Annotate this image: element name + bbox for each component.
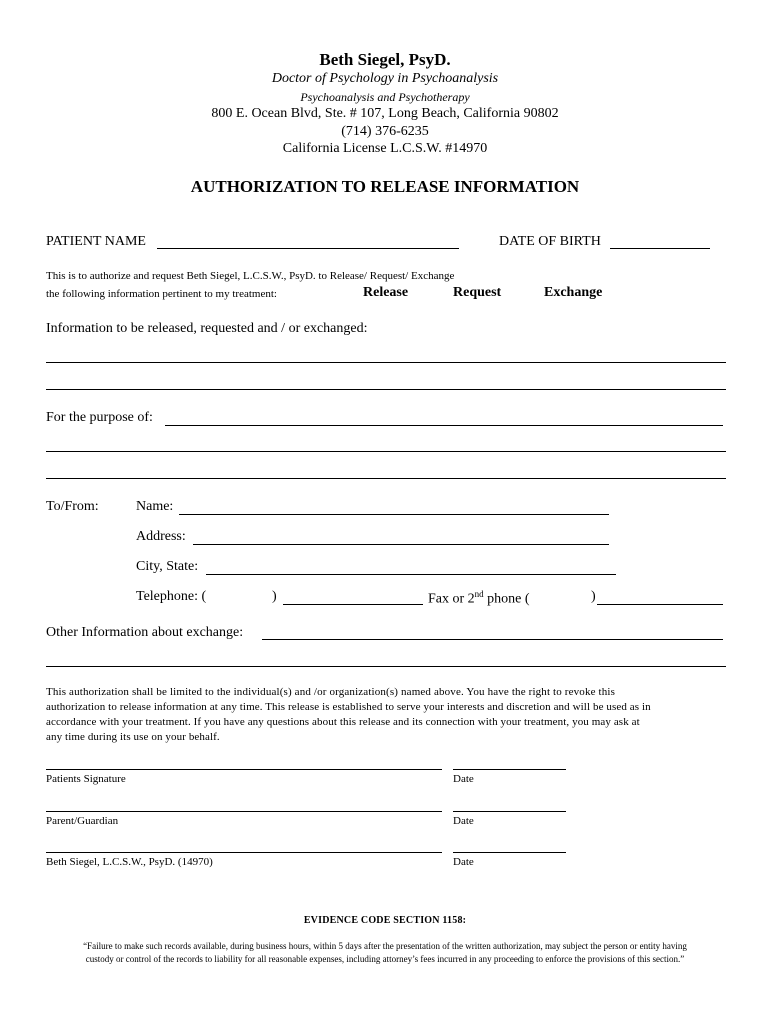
purpose-field-line-1[interactable]: [165, 425, 723, 426]
practice-phone: (714) 376-6235: [341, 124, 429, 139]
recipient-address-label: Address:: [136, 529, 186, 544]
disclaimer-line-1: This authorization shall be limited to the individual(s) and /or organization(s) named above. You have the right to revoke this: [46, 686, 616, 698]
clinician-signature-date-line[interactable]: [453, 852, 566, 853]
evidence-code-line-1: “Failure to make such records available, during business hours, within 5 days after the presentation of the written authorization, may subject the person or entity having: [83, 941, 687, 951]
other-info-field-line-1[interactable]: [262, 639, 723, 640]
practitioner-name: Beth Siegel, PsyD.: [319, 50, 451, 69]
disclaimer-line-3: accordance with your treatment. If you have any questions about this release and its connection with your treatment, you may ask at: [46, 716, 640, 728]
disclaimer-line-2: authorization to release information at any time. This release is established to serve your interests and discretion and will be used as in: [46, 701, 651, 713]
purpose-field-line-2[interactable]: [46, 451, 726, 452]
recipient-address-field[interactable]: [193, 544, 609, 545]
other-info-label: Other Information about exchange:: [46, 625, 244, 640]
telephone-label: Telephone: (: [136, 589, 207, 604]
option-exchange[interactable]: Exchange: [544, 285, 603, 300]
patient-name-label: PATIENT NAME: [46, 234, 146, 249]
clinician-signature-date-label: Date: [453, 856, 474, 868]
patient-signature-date-line[interactable]: [453, 769, 566, 770]
dob-field[interactable]: [610, 248, 710, 249]
option-request[interactable]: Request: [453, 285, 502, 300]
purpose-field-line-3[interactable]: [46, 478, 726, 479]
recipient-city-state-field[interactable]: [206, 574, 616, 575]
fax-number-field[interactable]: [597, 604, 723, 605]
guardian-signature-line[interactable]: [46, 811, 442, 812]
telephone-number-field[interactable]: [283, 604, 423, 605]
recipient-name-field[interactable]: [179, 514, 609, 515]
guardian-signature-date-line[interactable]: [453, 811, 566, 812]
clinician-signature-label: Beth Siegel, L.C.S.W., PsyD. (14970): [46, 856, 213, 868]
recipient-city-state-label: City, State:: [136, 559, 199, 574]
evidence-code-title: EVIDENCE CODE SECTION 1158:: [303, 915, 467, 926]
disclaimer-line-4: any time during its use on your behalf.: [46, 731, 220, 743]
other-info-field-line-2[interactable]: [46, 666, 726, 667]
practitioner-degree: Doctor of Psychology in Psychoanalysis: [271, 71, 499, 86]
purpose-label: For the purpose of:: [46, 410, 153, 425]
fax-label: Fax or 2nd phone (: [428, 589, 530, 607]
telephone-close-paren: ): [272, 589, 277, 604]
evidence-code-line-2: custody or control of the records to liability for all reasonable expenses, including attorney’s fees incurred in any proceeding to enforce the provisions of this section.”: [85, 954, 685, 964]
practice-address: 800 E. Ocean Blvd, Ste. # 107, Long Beach, California 90802: [211, 106, 559, 121]
license-number: California License L.C.S.W. #14970: [282, 141, 488, 156]
fax-close-paren: ): [591, 589, 596, 604]
patient-signature-label: Patients Signature: [46, 773, 126, 785]
authorize-line-2: the following information pertinent to my treatment:: [46, 288, 277, 300]
to-from-label: To/From:: [46, 499, 99, 514]
option-release[interactable]: Release: [363, 285, 409, 300]
info-field-line-2[interactable]: [46, 389, 726, 390]
info-field-line-1[interactable]: [46, 362, 726, 363]
clinician-signature-line[interactable]: [46, 852, 442, 853]
recipient-name-label: Name:: [136, 499, 174, 514]
guardian-signature-date-label: Date: [453, 815, 474, 827]
patient-name-field[interactable]: [157, 248, 459, 249]
form-title: AUTHORIZATION TO RELEASE INFORMATION: [190, 177, 580, 196]
authorize-line-1: This is to authorize and request Beth Siegel, L.C.S.W., PsyD. to Release/ Request/ Exchange: [46, 270, 455, 282]
patient-signature-line[interactable]: [46, 769, 442, 770]
practitioner-specialty: Psychoanalysis and Psychotherapy: [300, 90, 470, 104]
guardian-signature-label: Parent/Guardian: [46, 815, 119, 827]
patient-signature-date-label: Date: [453, 773, 474, 785]
dob-label: DATE OF BIRTH: [499, 234, 601, 249]
info-label: Information to be released, requested and / or exchanged:: [46, 321, 368, 336]
